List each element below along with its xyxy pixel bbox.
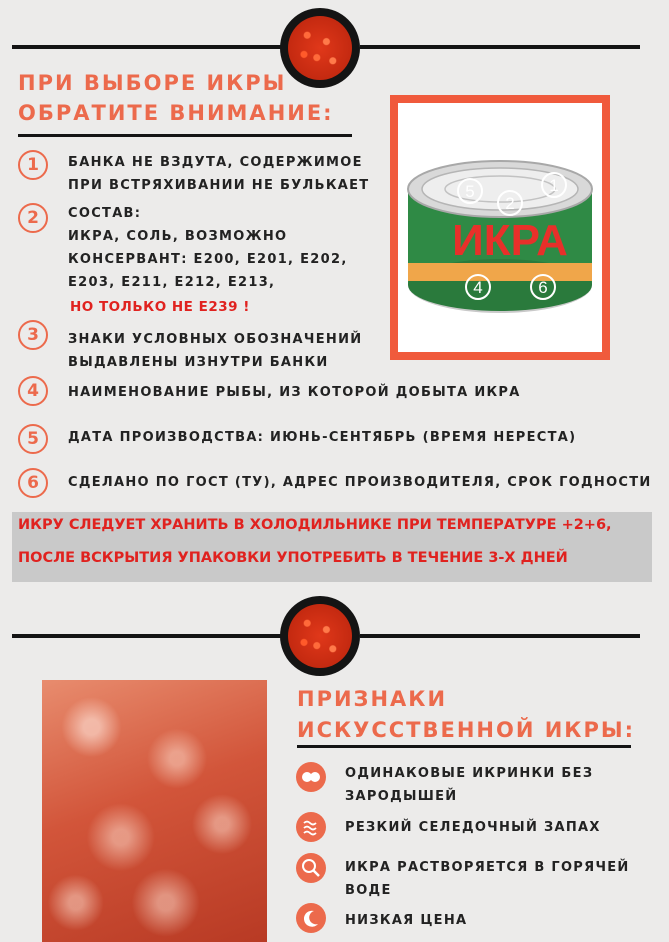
item-number-3: 3 <box>18 320 48 350</box>
storage-line-1: ИКРУ СЛЕДУЕТ ХРАНИТЬ В ХОЛОДИЛЬНИКЕ ПРИ ТЕМПЕРАТУРЕ +2+6, <box>18 517 612 533</box>
middle-divider-right <box>360 634 640 638</box>
item-6-text <box>68 471 652 494</box>
section1-heading-underline <box>18 134 352 137</box>
item-3-text <box>68 328 362 374</box>
item-1-text <box>68 151 369 197</box>
caviar-can-photo-frame <box>390 95 610 360</box>
top-divider-right <box>360 45 640 49</box>
top-divider-left <box>12 45 282 49</box>
sign-4-text <box>345 909 467 932</box>
section2-heading-line1: ПРИЗНАКИ <box>297 687 448 711</box>
section2-heading <box>297 684 635 746</box>
item-2-warning: НО ТОЛЬКО НЕ Е239 ! <box>70 299 250 315</box>
can-marker-2: 2 <box>505 194 515 213</box>
item-2-line: Е203, Е211, Е212, Е213, <box>68 275 276 290</box>
storage-line-2: ПОСЛЕ ВСКРЫТИЯ УПАКОВКИ УПОТРЕБИТЬ В ТЕЧЕНИЕ 3-Х ДНЕЙ <box>18 550 568 566</box>
item-number-4: 4 <box>18 376 48 406</box>
item-5-line: ДАТА ПРОИЗВОДСТВА: ИЮНЬ-СЕНТЯБРЬ (ВРЕМЯ НЕРЕСТА) <box>68 430 577 445</box>
eggs-icon <box>296 762 326 792</box>
item-number-2: 2 <box>18 203 48 233</box>
sign-2-text <box>345 816 601 839</box>
middle-divider-left <box>12 634 282 638</box>
item-2-line: КОНСЕРВАНТ: Е200, Е201, Е202, <box>68 252 348 267</box>
item-4-line: НАИМЕНОВАНИЕ РЫБЫ, ИЗ КОТОРОЙ ДОБЫТА ИКРА <box>68 385 521 400</box>
sign-3-text <box>345 856 630 902</box>
item-3-line: ВЫДАВЛЕНЫ ИЗНУТРИ БАНКИ <box>68 355 329 370</box>
sign-2-line: РЕЗКИЙ СЕЛЕДОЧНЫЙ ЗАПАХ <box>345 820 601 835</box>
section1-heading <box>18 68 334 128</box>
item-number-1: 1 <box>18 150 48 180</box>
item-1-line: БАНКА НЕ ВЗДУТА, СОДЕРЖИМОЕ <box>68 155 363 170</box>
item-2-line: СОСТАВ: <box>68 206 142 221</box>
section2-heading-line2: ИСКУССТВЕННОЙ ИКРЫ: <box>297 718 636 742</box>
item-4-text <box>68 381 521 404</box>
item-number-6: 6 <box>18 468 48 498</box>
section1-heading-line1: ПРИ ВЫБОРЕ ИКРЫ <box>18 71 287 95</box>
storage-banner <box>12 512 652 582</box>
sign-1-line: ОДИНАКОВЫЕ ИКРИНКИ БЕЗ <box>345 766 594 781</box>
caviar-can-photo <box>398 103 602 352</box>
moon-icon <box>296 903 326 933</box>
can-marker-5: 5 <box>465 182 475 201</box>
section1-heading-line2: ОБРАТИТЕ ВНИМАНИЕ: <box>18 101 334 125</box>
magnifier-icon <box>296 853 326 883</box>
item-5-text <box>68 426 576 449</box>
sign-4-line: НИЗКАЯ ЦЕНА <box>345 913 468 928</box>
can-marker-1: 1 <box>549 176 559 195</box>
section2-heading-underline <box>297 745 631 748</box>
caviar-macro-photo <box>42 680 267 942</box>
caviar-can-illustration <box>398 103 602 352</box>
sign-1-text <box>345 762 593 808</box>
can-marker-4: 4 <box>473 278 483 297</box>
item-number-5: 5 <box>18 424 48 454</box>
item-3-line: ЗНАКИ УСЛОВНЫХ ОБОЗНАЧЕНИЙ <box>68 332 363 347</box>
item-6-line: СДЕЛАНО ПО ГОСТ (ТУ), АДРЕС ПРОИЗВОДИТЕЛЯ, СРОК ГОДНОСТИ <box>68 475 652 490</box>
item-2-text <box>68 202 348 319</box>
sign-3-line: ВОДЕ <box>345 883 392 898</box>
sign-1-line: ЗАРОДЫШЕЙ <box>345 789 458 804</box>
can-label: ИКРА <box>452 216 568 265</box>
item-1-line: ПРИ ВСТРЯХИВАНИИ НЕ БУЛЬКАЕТ <box>68 178 370 193</box>
smell-icon <box>296 812 326 842</box>
can-marker-6: 6 <box>538 278 548 297</box>
caviar-circle-middle <box>280 596 360 676</box>
sign-3-line: ИКРА РАСТВОРЯЕТСЯ В ГОРЯЧЕЙ <box>345 860 630 875</box>
item-2-line: ИКРА, СОЛЬ, ВОЗМОЖНО <box>68 229 288 244</box>
